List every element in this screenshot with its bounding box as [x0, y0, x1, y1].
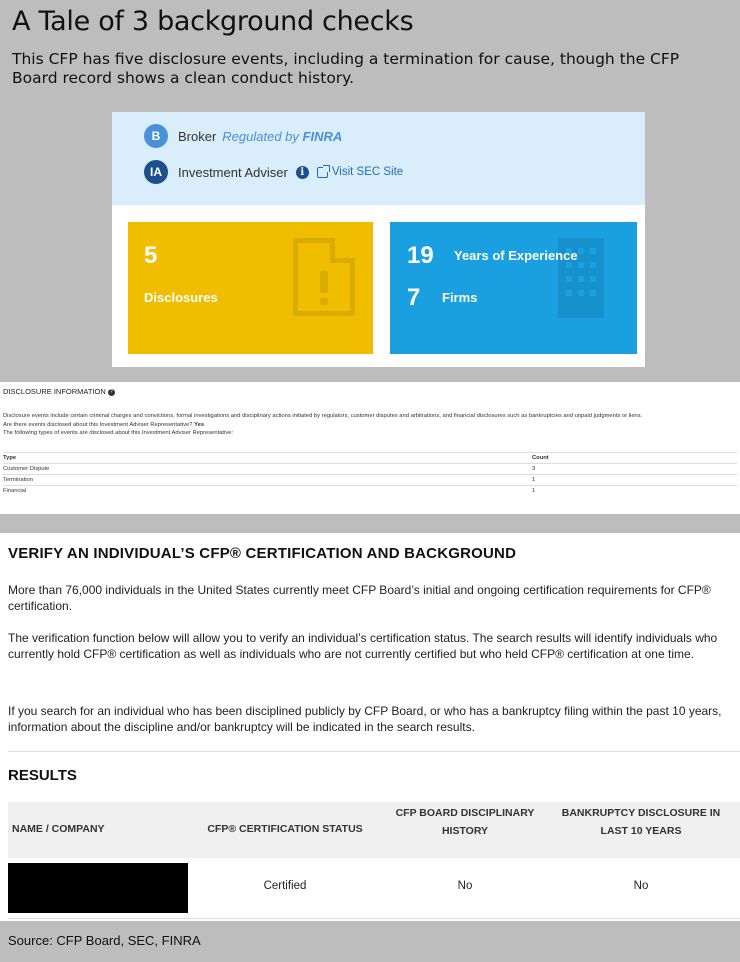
bankruptcy-disclosure: No: [633, 880, 649, 892]
disclosure-information-section: [0, 382, 740, 514]
graphic-title: A Tale of 3 background checks: [12, 6, 414, 37]
results-heading: RESULTS: [8, 767, 77, 784]
graphic-subtitle: This CFP has five disclosure events, including a termination for cause, though the CFP Board record shows a clean conduct history.: [12, 50, 680, 87]
info-icon[interactable]: i: [296, 166, 309, 179]
broker-label: Broker: [178, 128, 217, 144]
disclosure-information-title: DISCLOSURE INFORMATION ?: [3, 387, 115, 396]
cfp-paragraph-2: The verification function below will allow you to verify an individual’s certification status. The search results will identify individuals who currently hold CFP® certification as well as individuals who are not currently certified but who held CFP® certification at one time.: [8, 631, 718, 661]
table-row: [3, 464, 737, 475]
external-link-icon[interactable]: [317, 167, 328, 178]
years-count: 19: [407, 242, 434, 269]
divider: [8, 751, 740, 752]
broker-regulated-by: Regulated by FINRA: [222, 128, 343, 144]
disclosure-answer: Yes: [194, 422, 205, 428]
regulator-name: FINRA: [302, 128, 343, 144]
experience-tile[interactable]: [390, 222, 637, 354]
results-table: [8, 802, 740, 919]
event-type: Termination: [3, 475, 532, 486]
cfp-heading: VERIFY AN INDIVIDUAL’S CFP® CERTIFICATION AND BACKGROUND: [8, 545, 517, 562]
results-table-header: [8, 802, 740, 858]
disclosure-table: [3, 452, 737, 497]
cfp-verification-section: [0, 533, 740, 921]
event-type: Financial: [3, 486, 532, 497]
column-certification-status: CFP® CERTIFICATION STATUS: [207, 823, 363, 835]
visit-sec-site-link[interactable]: Visit SEC Site: [331, 166, 404, 178]
column-disciplinary-history: CFP BOARD DISCIPLINARY HISTORY: [395, 807, 535, 837]
disciplinary-history: No: [457, 880, 473, 892]
disclosures-label: Disclosures: [144, 290, 218, 305]
cfp-paragraph-3: If you search for an individual who has been disciplined publicly by CFP Board, or who has a bankruptcy filing within the past 10 years, information about the discipline and/or bankruptcy will be indicated in the search results.: [8, 704, 722, 734]
table-row: [3, 486, 737, 497]
disclosures-tile[interactable]: [128, 222, 373, 354]
disclosures-count: 5: [144, 242, 158, 269]
broker-registration: [144, 124, 342, 148]
event-type: Customer Dispute: [3, 464, 532, 475]
broker-badge-icon: B: [144, 124, 168, 148]
registration-panel: [112, 112, 645, 205]
adviser-badge-icon: IA: [144, 160, 168, 184]
disclosure-types-intro: The following types of events are disclosed about this Investment Adviser Representative:: [3, 430, 234, 436]
firms-count: 7: [407, 284, 421, 311]
disclosure-description: Disclosure events include certain criminal charges and convictions, formal investigations and disciplinary actions initiated by regulators, customer disputes and arbitrations, and financial disclosures such as bankruptcies and unpaid judgments or liens.: [3, 413, 643, 419]
table-row[interactable]: [8, 858, 740, 919]
firms-label: Firms: [442, 290, 478, 305]
event-count: 1: [532, 475, 737, 486]
disclosure-question: Are there events disclosed about this Investment Adviser Representative? Yes: [3, 422, 205, 428]
source-note: Source: CFP Board, SEC, FINRA: [8, 933, 201, 948]
column-bankruptcy-disclosure: BANKRUPTCY DISCLOSURE IN LAST 10 YEARS: [561, 807, 721, 837]
adviser-profile-card: [112, 112, 645, 367]
years-label: Years of Experience: [454, 248, 578, 263]
help-icon[interactable]: ?: [108, 389, 115, 396]
adviser-registration: [144, 160, 403, 184]
redacted-name: [8, 863, 188, 913]
adviser-label: Investment Adviser: [178, 164, 288, 180]
event-count: 1: [532, 486, 737, 497]
table-row: [3, 475, 737, 486]
document-alert-icon: [293, 238, 355, 316]
column-count: Count: [532, 453, 737, 464]
certification-status: Certified: [263, 880, 307, 892]
graphic-header: [0, 0, 740, 378]
disclosure-table-header: [3, 453, 737, 464]
column-name-company: NAME / COMPANY: [12, 823, 105, 835]
column-type: Type: [3, 453, 532, 464]
event-count: 3: [532, 464, 737, 475]
cfp-paragraph-1: More than 76,000 individuals in the United States currently meet CFP Board’s initial and ongoing certification requirements for CFP® certification.: [8, 583, 711, 613]
